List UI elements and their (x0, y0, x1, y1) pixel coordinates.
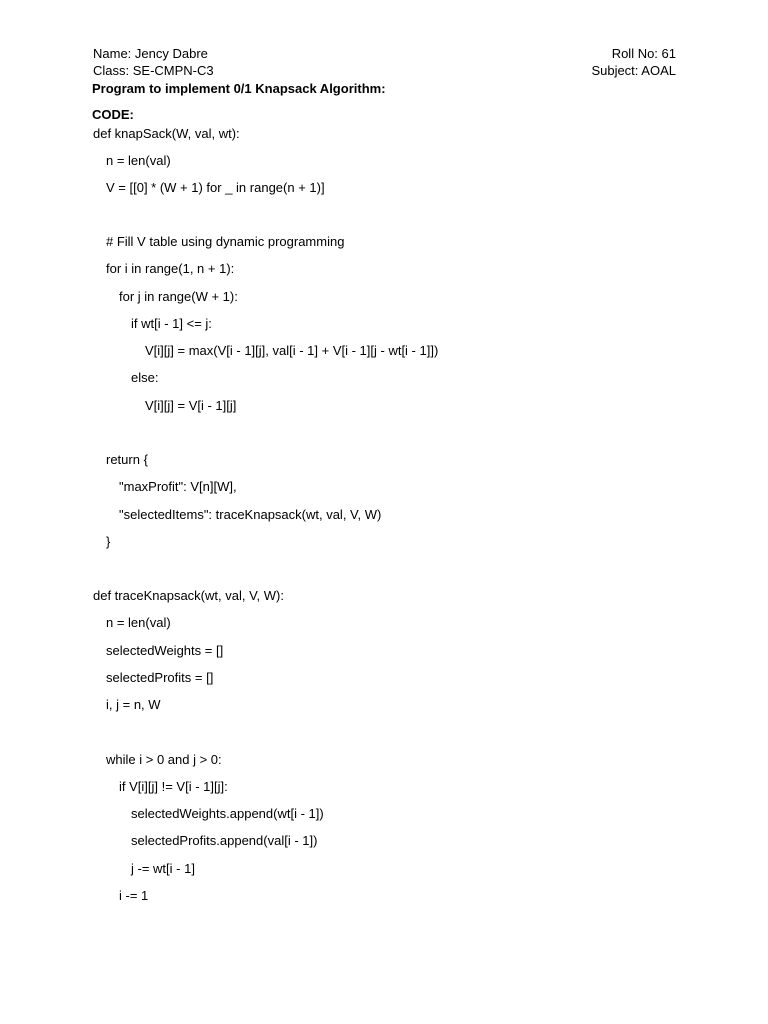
code-line: def traceKnapsack(wt, val, V, W): (93, 588, 284, 603)
code-line: if wt[i - 1] <= j: (131, 316, 212, 331)
roll-number: Roll No: 61 (611, 46, 676, 61)
code-comment: # Fill V table using dynamic programming (106, 234, 345, 249)
code-line: selectedProfits = [] (106, 670, 214, 685)
code-line: i -= 1 (119, 888, 149, 903)
code-line: selectedProfits.append(val[i - 1]) (131, 833, 318, 848)
code-line: for j in range(W + 1): (119, 289, 238, 304)
code-line: i, j = n, W (106, 697, 161, 712)
code-line: V[i][j] = V[i - 1][j] (145, 398, 237, 413)
code-line: j -= wt[i - 1] (131, 861, 195, 876)
code-line: return { (106, 452, 148, 467)
code-line: selectedWeights.append(wt[i - 1]) (131, 806, 324, 821)
code-line: "maxProfit": V[n][W], (119, 479, 237, 494)
code-line: n = len(val) (106, 153, 171, 168)
code-heading: CODE: (92, 107, 134, 122)
code-line: if V[i][j] != V[i - 1][j]: (119, 779, 228, 794)
code-line: selectedWeights = [] (106, 643, 224, 658)
header-row-2 (93, 62, 676, 79)
class-label: Class: SE-CMPN-C3 (93, 63, 214, 78)
code-line: while i > 0 and j > 0: (106, 752, 222, 767)
subject-label: Subject: AOAL (591, 63, 676, 78)
code-line: } (106, 534, 111, 549)
code-line: n = len(val) (106, 615, 171, 630)
code-line: for i in range(1, n + 1): (106, 261, 235, 276)
program-title: Program to implement 0/1 Knapsack Algorithm: (92, 81, 386, 96)
header-row-1 (93, 45, 676, 62)
code-line: V[i][j] = max(V[i - 1][j], val[i - 1] + V[i - 1][j - wt[i - 1]]) (145, 343, 439, 358)
code-line: def knapSack(W, val, wt): (93, 126, 240, 141)
code-line: V = [[0] * (W + 1) for _ in range(n + 1)] (106, 180, 325, 195)
code-line: "selectedItems": traceKnapsack(wt, val, V, W) (119, 507, 382, 522)
code-line: else: (131, 370, 159, 385)
student-name: Name: Jency Dabre (93, 46, 208, 61)
